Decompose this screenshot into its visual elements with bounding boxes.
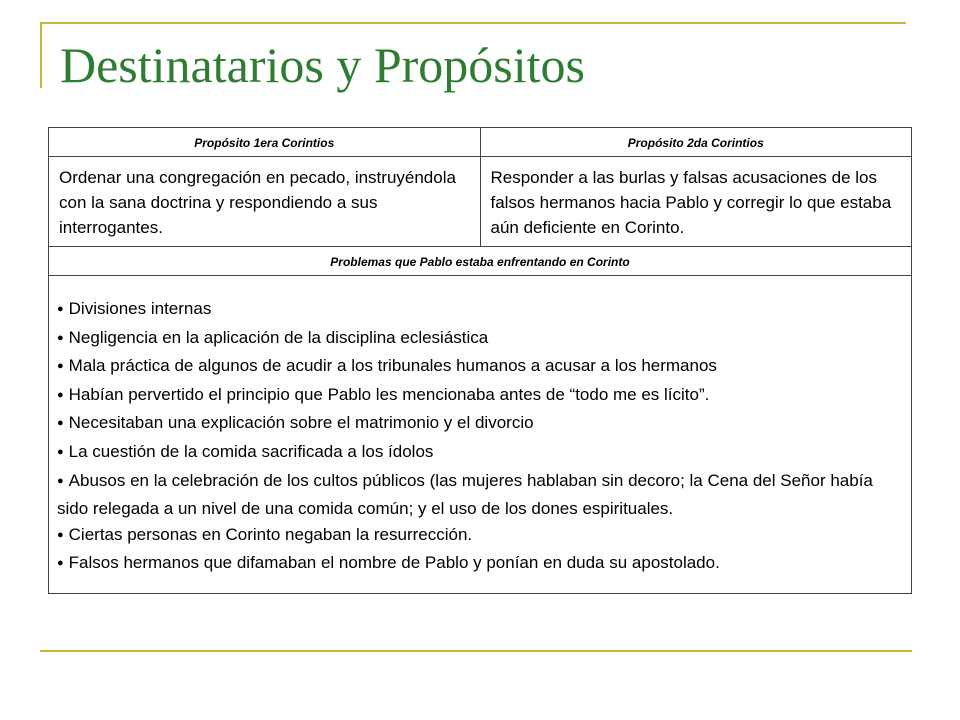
bullet-icon: ● (57, 557, 64, 570)
purpose-2-corinthians-text: Responder a las burlas y falsas acusaciones de los falsos hermanos hacia Pablo y corregir lo que estaba aún deficiente en Corinto. (480, 157, 912, 247)
bullet-icon: ● (57, 417, 64, 430)
problem-item (57, 296, 903, 325)
problem-text: Habían pervertido el principio que Pablo les mencionaba antes de “todo me es lícito”. (68, 384, 710, 404)
problems-header: Problemas que Pablo estaba enfrentando en Corinto (49, 247, 912, 276)
problems-header-row (49, 247, 912, 276)
problem-item (57, 382, 903, 411)
bullet-icon: ● (57, 528, 64, 541)
problem-item (57, 522, 903, 551)
problem-text: Abusos en la celebración de los cultos públicos (las mujeres hablaban sin decoro; la Cena del Señor había sido relegada a un nivel de una comida común; y el uso de los dones espirituales. (57, 470, 873, 519)
problems-cell (49, 276, 912, 594)
bullet-icon: ● (57, 388, 64, 401)
bullet-icon: ● (57, 331, 64, 344)
purposes-table (48, 127, 912, 594)
problem-item (57, 468, 903, 522)
purpose-1-corinthians-text: Ordenar una congregación en pecado, instruyéndola con la sana doctrina y respondiendo a sus interrogantes. (49, 157, 481, 247)
purposes-row (49, 157, 912, 247)
problem-text: Divisiones internas (68, 299, 212, 318)
problem-text: Negligencia en la aplicación de la disciplina eclesiástica (68, 327, 489, 347)
problem-item (57, 550, 903, 579)
problems-row (49, 276, 912, 594)
header-purpose-2-corinthians: Propósito 2da Corintios (480, 128, 912, 157)
header-purpose-1-corinthians: Propósito 1era Corintios (49, 128, 481, 157)
top-decor-line (40, 22, 906, 24)
bullet-icon: ● (57, 303, 64, 315)
left-decor-line (40, 22, 42, 88)
problem-item (57, 353, 903, 382)
problems-list (57, 296, 903, 579)
bullet-icon: ● (57, 360, 64, 373)
table-header-row (49, 128, 912, 157)
bottom-decor-line (40, 650, 912, 652)
bullet-icon: ● (57, 445, 64, 458)
problem-item (57, 410, 903, 439)
problem-text: Mala práctica de algunos de acudir a los tribunales humanos a acusar a los hermanos (68, 356, 717, 376)
problem-text: Falsos hermanos que difamaban el nombre de Pablo y ponían en duda su apostolado. (68, 553, 720, 573)
problem-text: Necesitaban una explicación sobre el matrimonio y el divorcio (68, 413, 534, 433)
bullet-icon: ● (57, 474, 64, 487)
problem-text: La cuestión de la comida sacrificada a los ídolos (68, 441, 434, 461)
problem-text: Ciertas personas en Corinto negaban la resurrección. (68, 524, 473, 544)
problem-item (57, 439, 903, 468)
problem-item (57, 325, 903, 354)
slide-title: Destinatarios y Propósitos (60, 37, 585, 93)
